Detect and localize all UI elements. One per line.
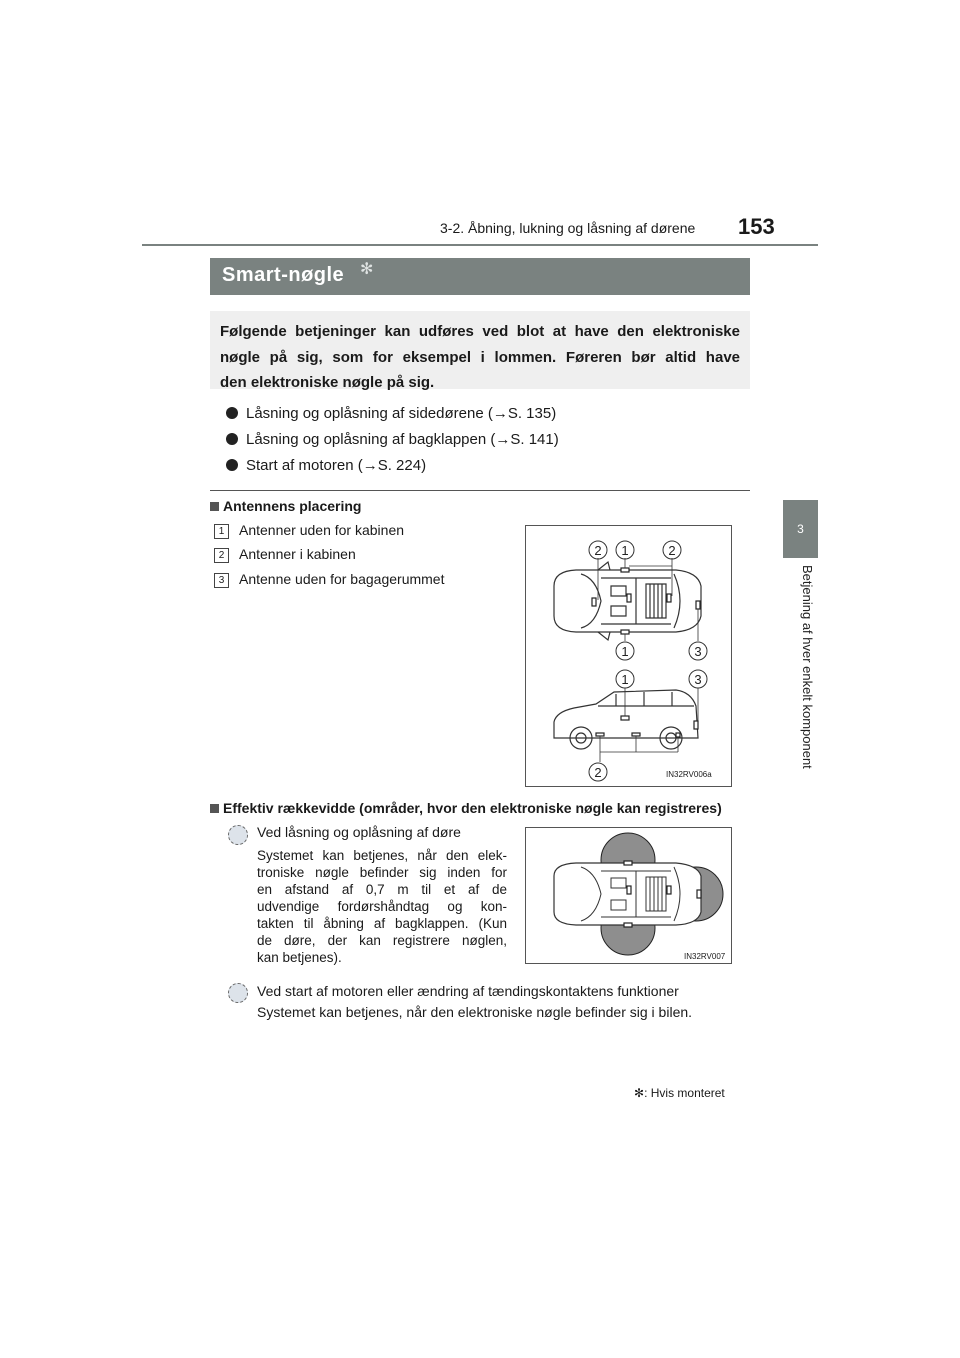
asterisk-icon: ✻ bbox=[360, 261, 374, 278]
number-2-icon: 2 bbox=[214, 548, 229, 563]
asterisk-icon: ✻ bbox=[634, 1086, 645, 1100]
callout-label: 2 bbox=[594, 543, 602, 558]
legend-item: 3 Antenne uden for bagagerummet bbox=[214, 571, 444, 588]
section-title-bar bbox=[210, 258, 750, 295]
bullet-item bbox=[226, 431, 559, 448]
zone-marker-icon bbox=[228, 983, 248, 1003]
range-diagram bbox=[526, 828, 731, 963]
square-bullet-icon bbox=[210, 804, 219, 813]
page-number: 153 bbox=[738, 214, 775, 239]
legend-item: 1 Antenner uden for kabinen bbox=[214, 522, 404, 539]
bullet-text: Låsning og oplåsning af bagklappen (→S. 141) bbox=[246, 431, 559, 448]
bullet-icon bbox=[226, 459, 238, 471]
footnote: ✻: Hvis monteret bbox=[634, 1086, 725, 1100]
figure-code: IN32RV007 bbox=[684, 952, 726, 961]
number-3-icon: 3 bbox=[214, 573, 229, 588]
section-divider bbox=[210, 490, 750, 491]
bullet-icon bbox=[226, 433, 238, 445]
intro-line: nøgle på sig, som for eksempel i lommen. Føreren bør altid have bbox=[220, 348, 740, 366]
range-figure bbox=[525, 827, 732, 964]
range-item2-text: Systemet kan betjenes, når den elektroniske nøgle befinder sig i bilen. bbox=[257, 1004, 693, 1020]
legend-item: 2 Antenner i kabinen bbox=[214, 546, 356, 563]
chapter-side-label: Betjening af hver enkelt komponent bbox=[800, 565, 815, 769]
antenna-figure bbox=[525, 525, 732, 787]
zone-marker-icon bbox=[228, 825, 248, 845]
callout-label: 3 bbox=[694, 672, 702, 687]
intro-line: Følgende betjeninger kan udføres ved blot at have den elektroniske bbox=[220, 323, 740, 340]
callout-label: 2 bbox=[594, 765, 602, 780]
intro-box bbox=[210, 311, 750, 389]
callout-label: 2 bbox=[668, 543, 676, 558]
callout-label: 1 bbox=[621, 543, 629, 558]
number-1-icon: 1 bbox=[214, 524, 229, 539]
section-title: Smart-nøgle bbox=[222, 264, 345, 286]
antenna-heading: Antennens placering bbox=[210, 498, 361, 514]
square-bullet-icon bbox=[210, 502, 219, 511]
callout-label: 3 bbox=[694, 644, 702, 659]
header-divider bbox=[142, 244, 818, 246]
range-item2-title: Ved start af motoren eller ændring af tændingskontaktens funktioner bbox=[257, 983, 679, 999]
chapter-tab: 3 bbox=[783, 500, 818, 558]
bullet-text: Start af motoren (→S. 224) bbox=[246, 457, 427, 474]
bullet-text: Låsning og oplåsning af sidedørene (→S. 135) bbox=[246, 405, 557, 422]
range-heading: Effektiv rækkevidde (områder, hvor den elektroniske nøgle kan registreres) bbox=[210, 800, 722, 816]
figure-code: IN32RV006a bbox=[666, 770, 712, 779]
bullet-icon bbox=[226, 407, 238, 419]
chapter-heading: 3-2. Åbning, lukning og låsning af dørene bbox=[440, 220, 696, 236]
range-item1-text: Systemet kan betjenes, når den elek- troniske nøgle befinder sig inden for en afstand af 0,7 m til et af de udvendige fordørshåndtag og kon- takten til åbning af bagklappen. (Kun de døre, der kan registrere nøglen, kan betjenes). bbox=[257, 848, 507, 965]
bullet-item bbox=[226, 405, 556, 422]
range-item1-title: Ved låsning og oplåsning af døre bbox=[257, 824, 461, 840]
callout-label: 1 bbox=[621, 672, 629, 687]
bullet-item bbox=[226, 457, 426, 474]
intro-line: den elektroniske nøgle på sig. bbox=[220, 374, 435, 391]
antenna-diagram bbox=[526, 526, 731, 786]
callout-label: 1 bbox=[621, 644, 629, 659]
